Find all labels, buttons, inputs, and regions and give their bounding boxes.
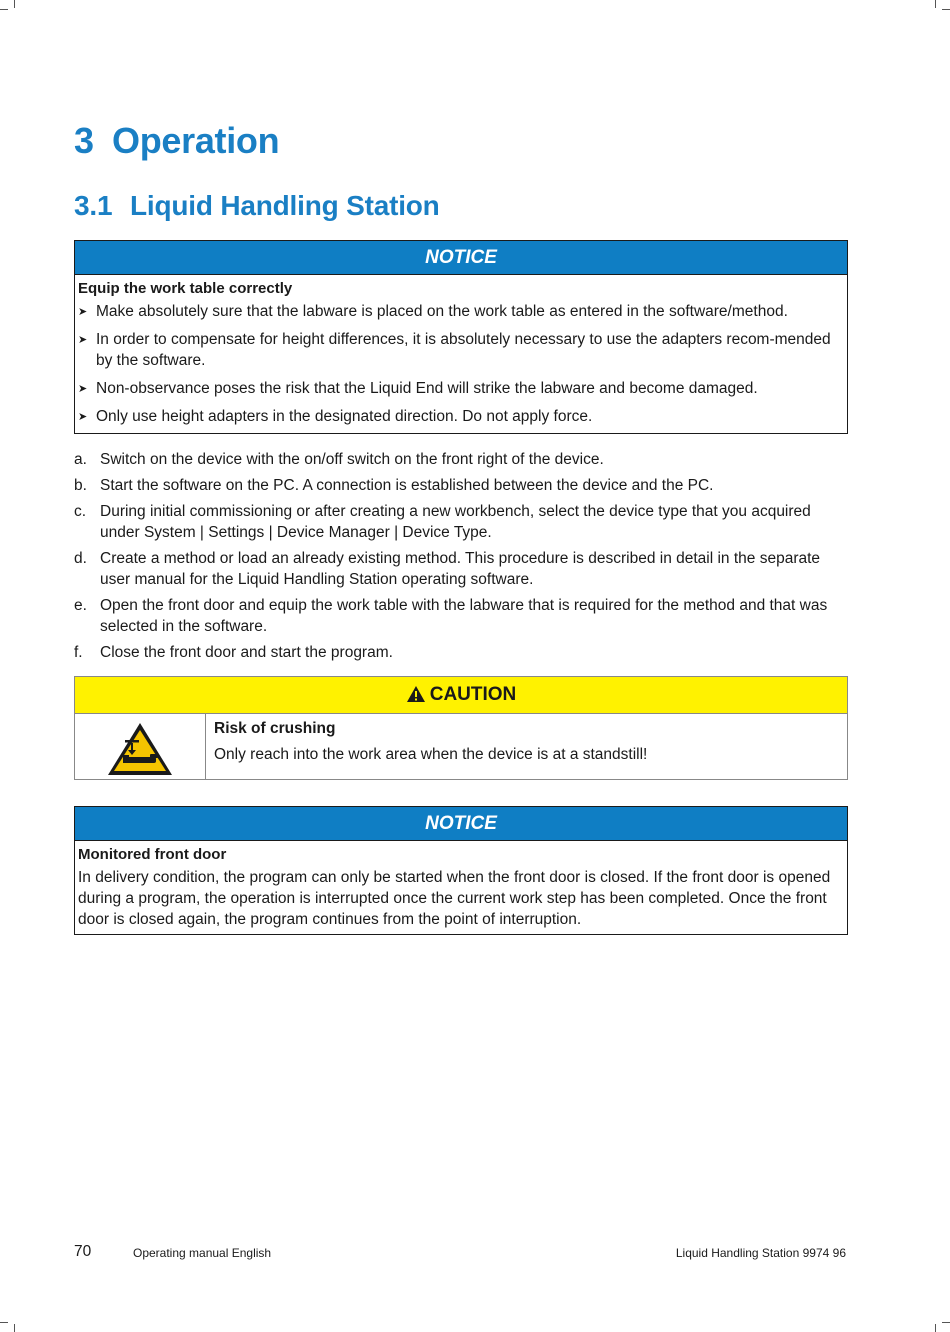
section-heading bbox=[74, 190, 440, 222]
notice-box-worktable bbox=[74, 240, 848, 434]
footer-manual-title: Operating manual English bbox=[133, 1246, 272, 1260]
caution-message: Only reach into the work area when the device is at a standstill! bbox=[214, 746, 648, 763]
chapter-title: Operation bbox=[112, 120, 280, 161]
chapter-heading bbox=[74, 120, 279, 162]
crop-mark bbox=[0, 1322, 8, 1323]
caution-box bbox=[74, 676, 848, 780]
list-item: ➤ Non-observance poses the risk that the Liquid End will strike the labware and become damaged. bbox=[78, 378, 844, 399]
crop-mark bbox=[935, 1324, 936, 1332]
notice-header: NOTICE bbox=[75, 241, 847, 275]
page-number: 70 bbox=[74, 1243, 92, 1260]
list-item: e. Open the front door and equip the work table with the labware that is required for the method and that was selected in the software. bbox=[74, 597, 828, 635]
crop-mark bbox=[942, 1322, 950, 1323]
footer-product-name: Liquid Handling Station 9974 96 bbox=[675, 1246, 846, 1260]
list-item: ➤ Only use height adapters in the designated direction. Do not apply force. bbox=[78, 406, 844, 427]
bullet-arrow-icon: ➤ bbox=[78, 306, 88, 318]
section-title: Liquid Handling Station bbox=[130, 190, 440, 221]
caution-label: CAUTION bbox=[429, 684, 517, 705]
list-item: f. Close the front door and start the program. bbox=[74, 644, 393, 661]
bullet-arrow-icon: ➤ bbox=[78, 334, 88, 346]
bullet-arrow-icon: ➤ bbox=[78, 411, 88, 423]
list-item: ➤ Make absolutely sure that the labware is placed on the work table as entered in the software/method. bbox=[78, 301, 844, 322]
caution-icon-cell bbox=[75, 714, 206, 779]
notice-header: NOTICE bbox=[75, 807, 847, 841]
section-number: 3.1 bbox=[74, 190, 113, 221]
caution-header bbox=[75, 677, 847, 714]
notice-title: Equip the work table correctly bbox=[78, 280, 293, 297]
list-item: ➤ In order to compensate for height differences, it is absolutely necessary to use the adapters recom-mended by the software. bbox=[78, 331, 831, 369]
warning-triangle-icon bbox=[406, 685, 426, 703]
list-item: a. Switch on the device with the on/off switch on the front right of the device. bbox=[74, 451, 604, 468]
list-item: d. Create a method or load an already existing method. This procedure is described in detail in the separate user manual for the Liquid Handling Station operating software. bbox=[74, 550, 821, 588]
chapter-number: 3 bbox=[74, 120, 94, 161]
notice-box-front-door bbox=[74, 806, 848, 935]
notice-bullet-list bbox=[75, 297, 847, 433]
bullet-arrow-icon: ➤ bbox=[78, 383, 88, 395]
crop-mark bbox=[14, 0, 15, 8]
list-item: b. Start the software on the PC. A connection is established between the device and the PC. bbox=[74, 477, 714, 494]
crop-mark bbox=[0, 9, 8, 10]
crop-mark bbox=[14, 1324, 15, 1332]
list-item: c. During initial commissioning or after creating a new workbench, select the device type that you acquired under System | Settings | Device Manager | Device Type. bbox=[74, 503, 811, 541]
caution-text bbox=[206, 714, 655, 779]
notice-title: Monitored front door bbox=[78, 846, 227, 863]
notice-paragraph: In delivery condition, the program can only be started when the front door is closed. If the front door is opened during a program, the operation is interrupted once the current work step has been completed. Once the front door is closed again, the program continues from the point of interruption. bbox=[78, 869, 831, 928]
hand-crush-warning-icon bbox=[106, 721, 174, 777]
caution-title: Risk of crushing bbox=[214, 720, 336, 737]
crop-mark bbox=[935, 0, 936, 8]
procedure-steps bbox=[74, 449, 848, 668]
caution-body bbox=[75, 714, 847, 779]
crop-mark bbox=[942, 9, 950, 10]
